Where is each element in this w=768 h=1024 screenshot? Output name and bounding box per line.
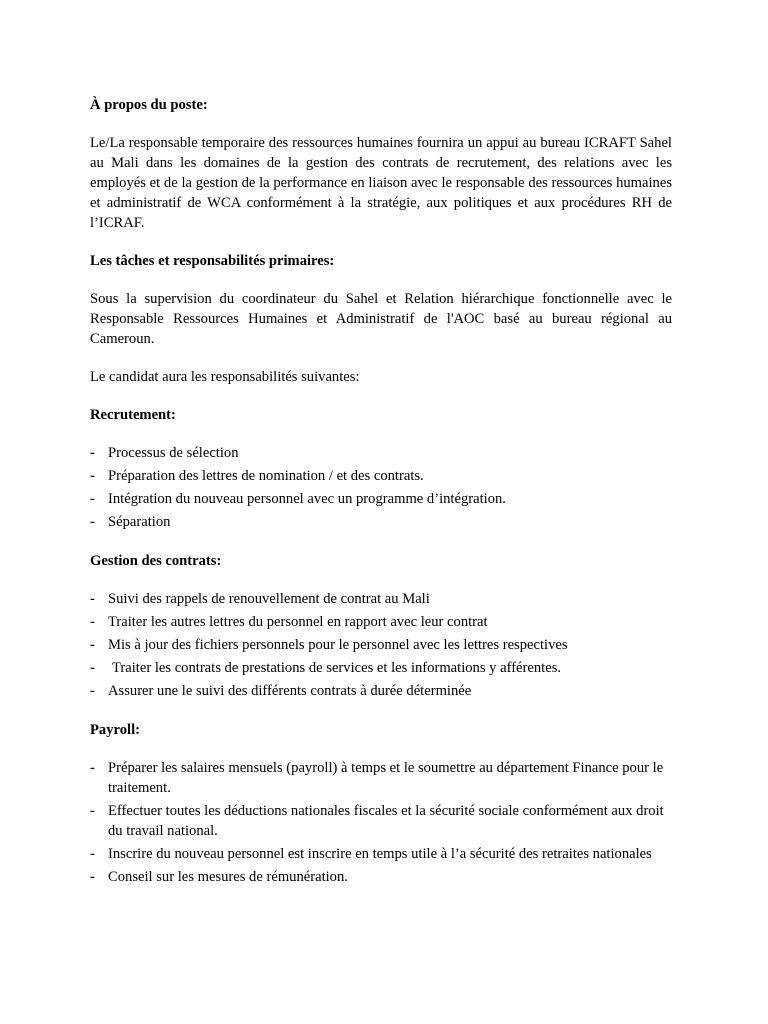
list-item-text: Préparation des lettres de nomination / et des contrats. [108, 468, 424, 484]
list-item [90, 612, 672, 632]
dash-bullet-icon: - [90, 445, 95, 461]
dash-bullet-icon: - [90, 803, 95, 819]
list-item [90, 512, 672, 532]
list-item-text: Inscrire du nouveau personnel est inscrire en temps utile à l’a sécurité des retraites nationales [108, 846, 652, 862]
heading-about: À propos du poste: [90, 97, 208, 113]
paragraph-about: Le/La responsable temporaire des ressources humaines fournira un appui au bureau ICRAFT Sahel au Mali dans les domaines de la gestion des contrats de recrutement, des relations avec les employés et de la gestion de la performance en liaison avec le responsable des ressources humaines et administratif de WCA conformément à la stratégie, aux politiques et aux procédures RH de l’ICRAF. [90, 135, 672, 231]
list-item [90, 635, 672, 655]
dash-bullet-icon: - [90, 869, 95, 885]
list-item-text: Traiter les contrats de prestations de services et les informations y afférentes. [112, 660, 562, 676]
list-item [90, 681, 672, 701]
list-item [90, 589, 672, 609]
contracts-list [90, 589, 672, 701]
dash-bullet-icon: - [90, 660, 95, 676]
payroll-list [90, 758, 672, 887]
list-item [90, 466, 672, 486]
list-item-text: Mis à jour des fichiers personnels pour le personnel avec les lettres respectives [108, 637, 568, 653]
dash-bullet-icon: - [90, 468, 95, 484]
dash-bullet-icon: - [90, 760, 95, 776]
list-item-text: Suivi des rappels de renouvellement de contrat au Mali [108, 591, 430, 607]
recruitment-list [90, 443, 672, 532]
heading-contracts: Gestion des contrats: [90, 553, 222, 569]
heading-tasks: Les tâches et responsabilités primaires: [90, 253, 335, 269]
list-item-text: Traiter les autres lettres du personnel en rapport avec leur contrat [108, 614, 488, 630]
list-item [90, 758, 672, 798]
list-item-text: Effectuer toutes les déductions nationales fiscales et la sécurité sociale conformément aux droit du travail national. [108, 803, 664, 839]
list-item-text: Assurer une le suivi des différents contrats à durée déterminée [108, 683, 472, 699]
paragraph-supervision: Sous la supervision du coordinateur du Sahel et Relation hiérarchique fonctionnelle avec le Responsable Ressources Humaines et Administratif de l'AOC basé au bureau régional au Cameroun. [90, 291, 672, 347]
document-page [90, 95, 672, 890]
heading-payroll: Payroll: [90, 722, 140, 738]
dash-bullet-icon: - [90, 846, 95, 862]
list-item [90, 801, 672, 841]
list-item-text: Processus de sélection [108, 445, 239, 461]
dash-bullet-icon: - [90, 591, 95, 607]
dash-bullet-icon: - [90, 637, 95, 653]
list-item [90, 443, 672, 463]
list-item [90, 867, 672, 887]
list-item-text: Conseil sur les mesures de rémunération. [108, 869, 348, 885]
list-item [90, 658, 672, 678]
dash-bullet-icon: - [90, 614, 95, 630]
list-item-text: Intégration du nouveau personnel avec un programme d’intégration. [108, 491, 506, 507]
list-item [90, 489, 672, 509]
heading-recruitment: Recrutement: [90, 407, 176, 423]
dash-bullet-icon: - [90, 491, 95, 507]
list-item-text: Préparer les salaires mensuels (payroll) à temps et le soumettre au département Finance pour le traitement. [108, 760, 664, 796]
dash-bullet-icon: - [90, 514, 95, 530]
list-item [90, 844, 672, 864]
list-item-text: Séparation [108, 514, 171, 530]
paragraph-intro: Le candidat aura les responsabilités suivantes: [90, 369, 360, 385]
dash-bullet-icon: - [90, 683, 95, 699]
